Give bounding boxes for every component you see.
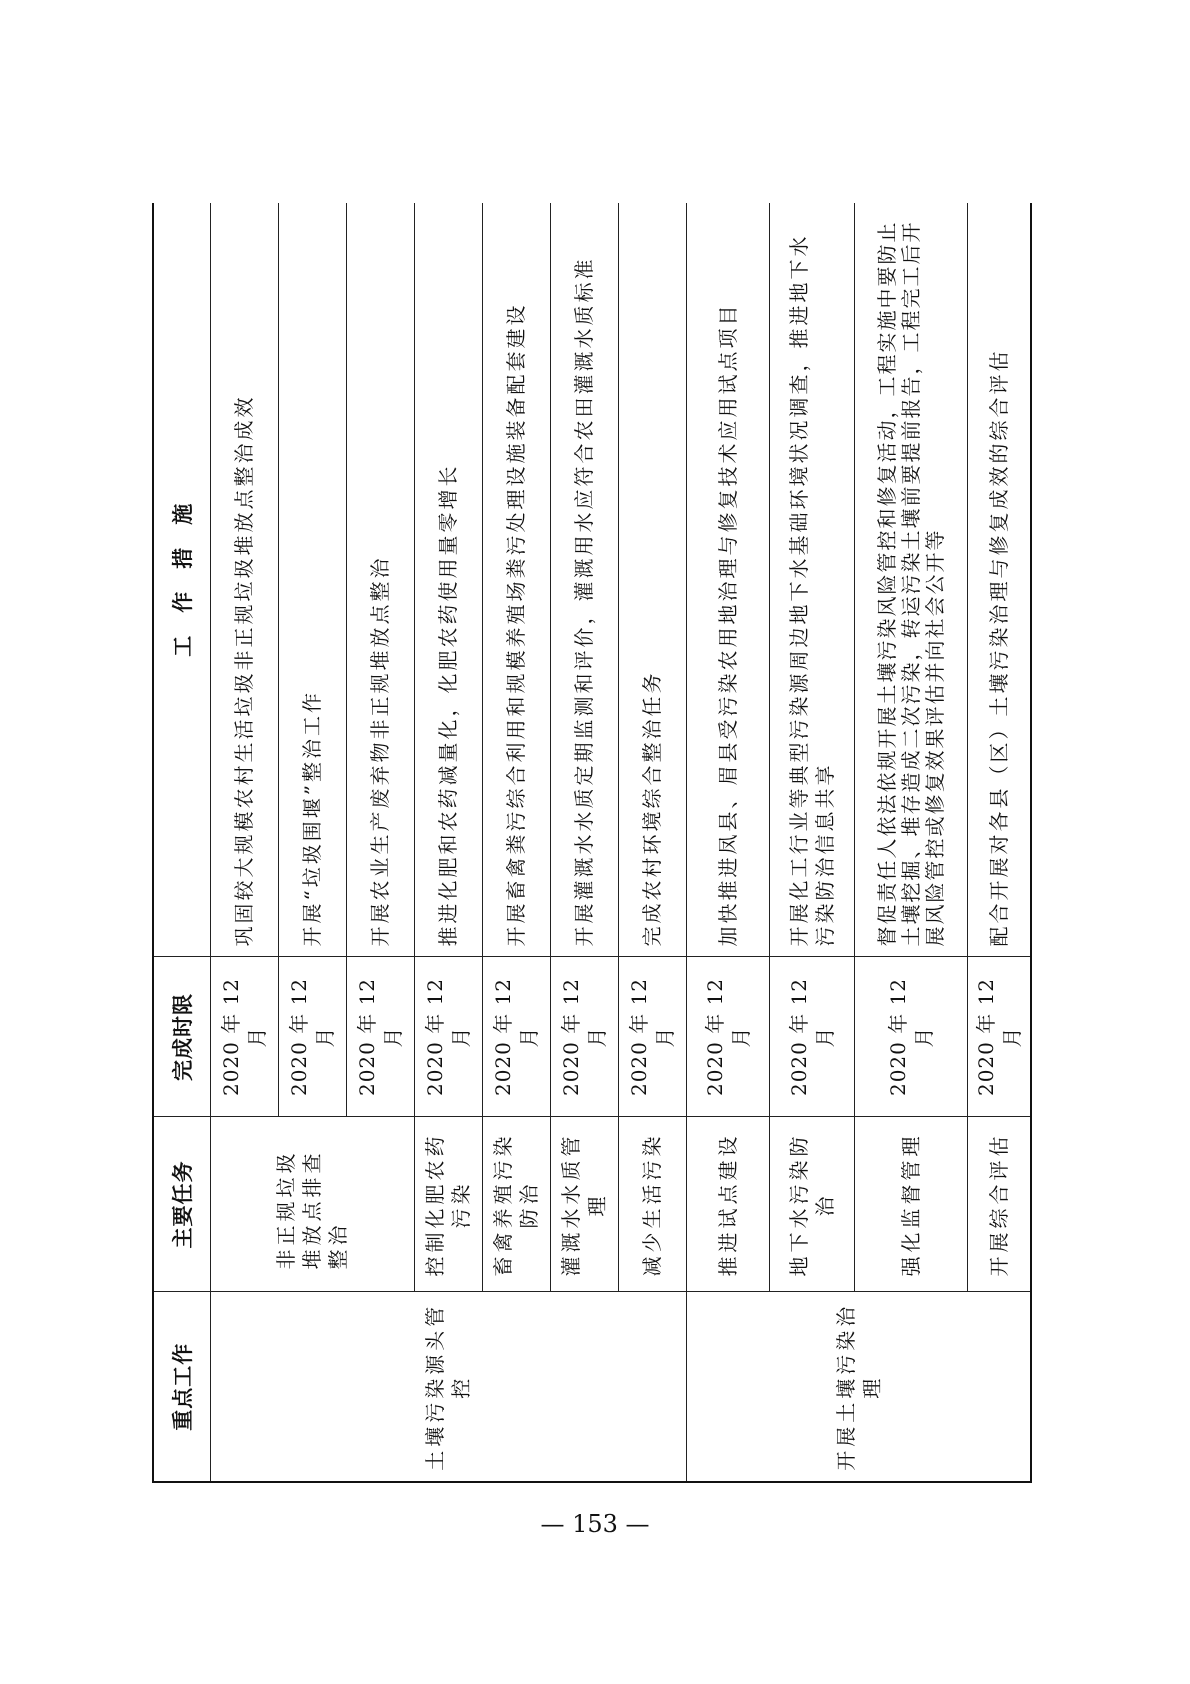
- measure-cell: 开展畜禽粪污综合利用和规模养殖场粪污处理设施装备配套建设: [482, 203, 550, 957]
- table-row: [414, 203, 482, 1482]
- measure-cell: 开展灌溉水水质定期监测和评价，灌溉用水应符合农田灌溉水质标准: [550, 203, 618, 957]
- measure-cell: 开展“垃圾围堰”整治工作: [278, 203, 346, 957]
- measure-cell: 配合开展对各县（区）土壤污染治理与修复成效的综合评估: [967, 203, 1031, 957]
- measure-cell: 开展农业生产废弃物非正规堆放点整治: [346, 203, 414, 957]
- header-deadline: 完成时限: [153, 957, 210, 1117]
- table-row: [769, 203, 854, 1482]
- main-task-cell: 地下水污染防治: [769, 1117, 854, 1292]
- table-row: [618, 203, 686, 1482]
- main-task-text: 非正规垃圾堆放点排查整治: [274, 1149, 351, 1270]
- measure-cell: 完成农村环境综合整治任务: [618, 203, 686, 957]
- measure-cell: 开展化工行业等典型污染源周边地下水基础环境状况调查，推进地下水污染防治信息共享: [769, 203, 854, 957]
- deadline-cell: 2020 年 12 月: [618, 957, 686, 1117]
- key-work-cell: 土壤污染源头管控: [210, 1292, 686, 1482]
- main-task-cell: [210, 1117, 414, 1292]
- deadline-cell: 2020 年 12 月: [414, 957, 482, 1117]
- table-row: [687, 203, 770, 1482]
- key-work-cell: 开展土壤污染治理: [687, 1292, 1032, 1482]
- deadline-cell: 2020 年 12 月: [550, 957, 618, 1117]
- deadline-cell: 2020 年 12 月: [482, 957, 550, 1117]
- header-key-work: 重点工作: [153, 1292, 210, 1482]
- main-task-cell: 畜禽养殖污染防治: [482, 1117, 550, 1292]
- measure-cell: 推进化肥和农药减量化，化肥农药使用量零增长: [414, 203, 482, 957]
- header-measures: 工 作 措 施: [153, 203, 210, 957]
- main-task-cell: 灌溉水水质管理: [550, 1117, 618, 1292]
- table-row: [550, 203, 618, 1482]
- table-row: [967, 203, 1031, 1482]
- deadline-cell: 2020 年 12 月: [346, 957, 414, 1117]
- measure-cell: 加快推进凤县、眉县受污染农用地治理与修复技术应用试点项目: [687, 203, 770, 957]
- main-task-cell: 控制化肥农药污染: [414, 1117, 482, 1292]
- table-row: [210, 203, 278, 1482]
- header-main-task: 主要任务: [153, 1117, 210, 1292]
- measure-cell: 督促责任人依法依规开展土壤污染风险管控和修复活动，工程实施中要防止土壤挖掘、堆存造成二次污染，转运污染土壤前要提前报告，工程完工后开展风险管控或修复效果评估并向社会公开等: [854, 203, 967, 957]
- main-task-cell: 减少生活污染: [618, 1117, 686, 1292]
- work-plan-table: [152, 203, 1032, 1483]
- rotated-table-frame: [152, 203, 1032, 1483]
- main-task-cell: 强化监督管理: [854, 1117, 967, 1292]
- table-row: [482, 203, 550, 1482]
- table-header-row: [153, 203, 210, 1482]
- table-row: [854, 203, 967, 1482]
- deadline-cell: 2020 年 12 月: [967, 957, 1031, 1117]
- deadline-cell: 2020 年 12 月: [769, 957, 854, 1117]
- rotated-table-content: [152, 203, 1032, 1483]
- main-task-cell: 开展综合评估: [967, 1117, 1031, 1292]
- main-task-cell: 推进试点建设: [687, 1117, 770, 1292]
- deadline-cell: 2020 年 12 月: [854, 957, 967, 1117]
- page-number: — 153 —: [540, 1510, 650, 1538]
- deadline-cell: 2020 年 12 月: [278, 957, 346, 1117]
- measure-cell: 巩固较大规模农村生活垃圾非正规垃圾堆放点整治成效: [210, 203, 278, 957]
- deadline-cell: 2020 年 12 月: [210, 957, 278, 1117]
- deadline-cell: 2020 年 12 月: [687, 957, 770, 1117]
